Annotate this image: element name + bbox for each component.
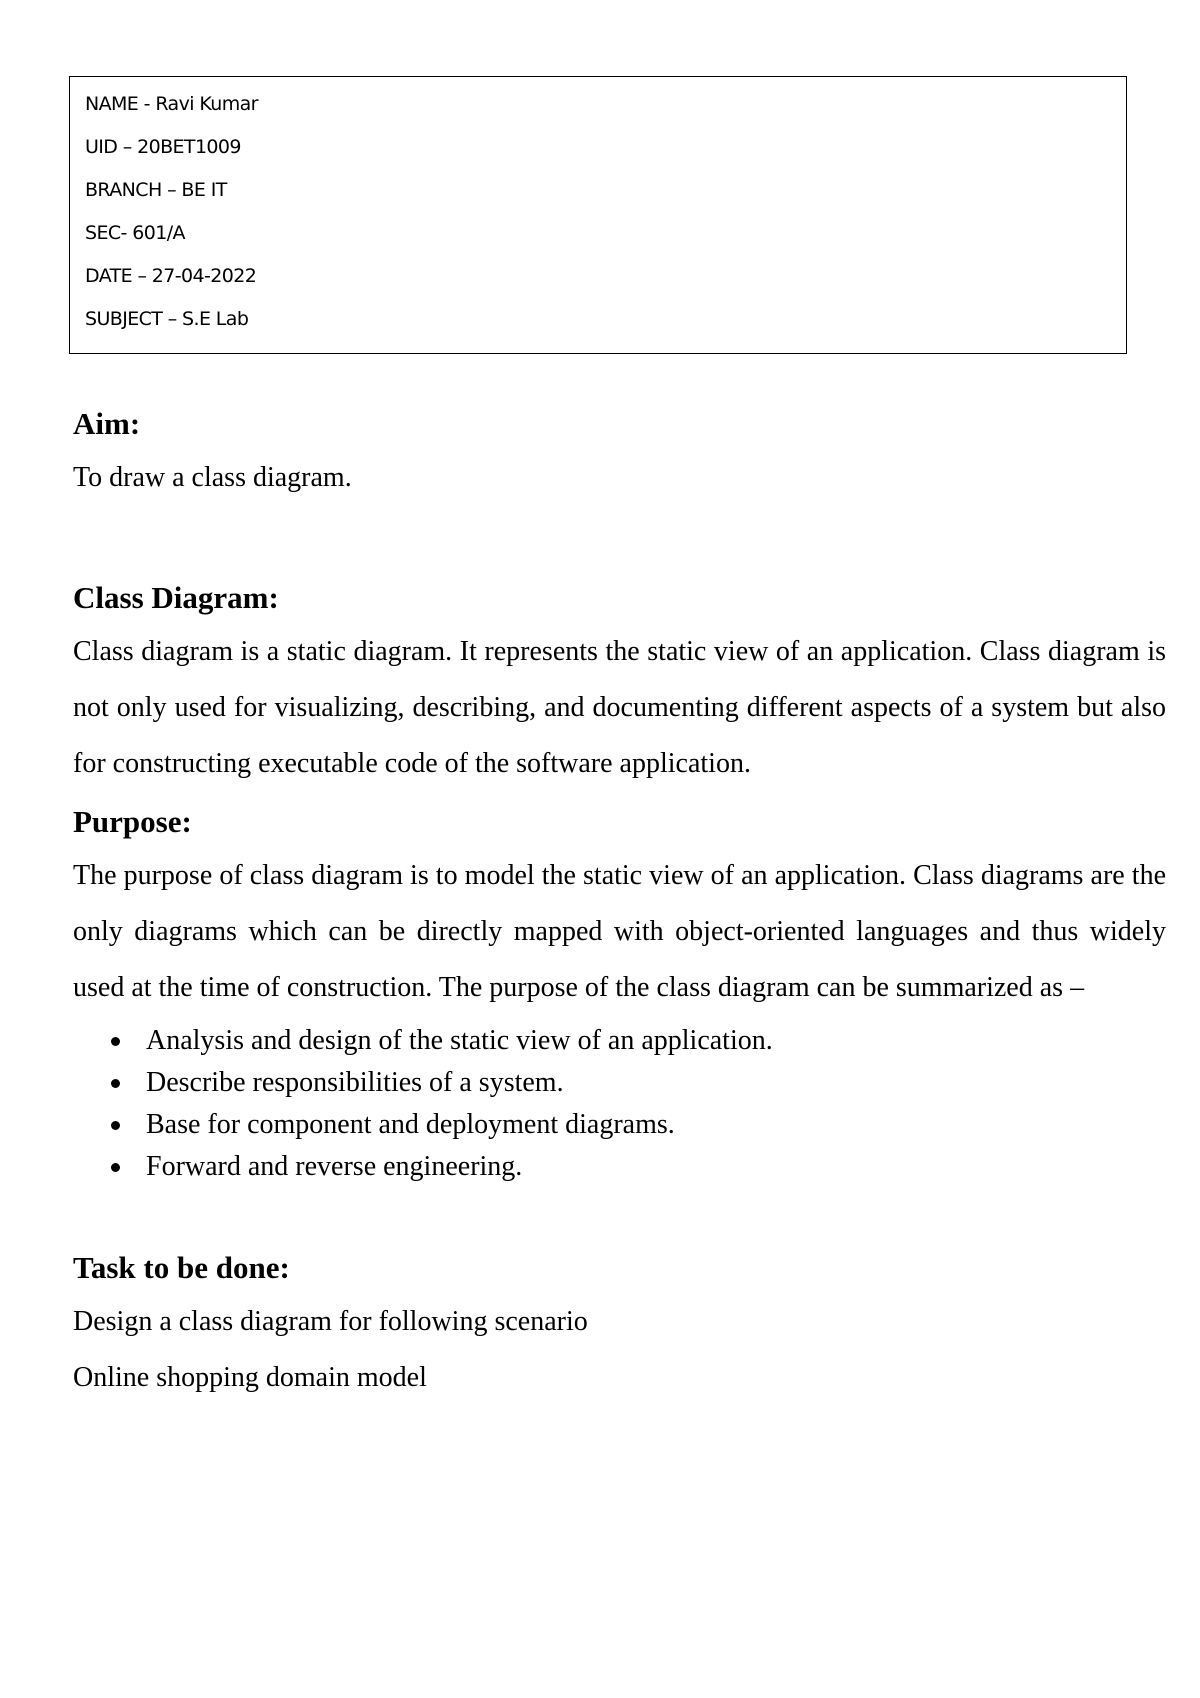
bullet-icon (111, 1121, 120, 1130)
task-line-1: Design a class diagram for following scenario (73, 1306, 588, 1337)
purpose-heading: Purpose: (73, 804, 192, 839)
class-diagram-heading: Class Diagram: (73, 580, 279, 615)
list-item (111, 1020, 1166, 1062)
aim-section (73, 398, 1166, 506)
list-item-text: Describe responsibilities of a system. (146, 1067, 564, 1098)
aim-text: To draw a class diagram. (73, 462, 352, 493)
class-diagram-text: Class diagram is a static diagram. It represents the static view of an application. Class diagram is not only used for visualizing, describing, and documenting different aspects of a system but also for constructing executable code of the software application. (73, 636, 1166, 779)
aim-heading: Aim: (73, 406, 141, 441)
bullet-icon (111, 1037, 120, 1046)
task-heading: Task to be done: (73, 1250, 290, 1285)
task-line-2: Online shopping domain model (73, 1362, 427, 1393)
student-branch: BRANCH – BE IT (85, 179, 227, 201)
list-item-text: Base for component and deployment diagrams. (146, 1109, 675, 1140)
class-diagram-section (73, 572, 1166, 792)
purpose-bullet-list (73, 1020, 1166, 1188)
list-item-text: Forward and reverse engineering. (146, 1151, 523, 1182)
task-section (73, 1242, 1166, 1406)
list-item-text: Analysis and design of the static view of an application. (146, 1025, 773, 1056)
subject-name: SUBJECT – S.E Lab (85, 308, 249, 330)
purpose-section (73, 796, 1166, 1188)
list-item (111, 1062, 1166, 1104)
list-item (111, 1104, 1166, 1146)
submission-date: DATE – 27-04-2022 (85, 265, 257, 287)
document-body (73, 398, 1166, 1406)
bullet-icon (111, 1163, 120, 1172)
list-item (111, 1146, 1166, 1188)
purpose-text: The purpose of class diagram is to model the static view of an application. Class diagrams are the only diagrams which can be directly mapped with object-oriented languages and thus widely used at the time of construction. The purpose of the class diagram can be summarized as – (73, 860, 1166, 1003)
student-name: NAME - Ravi Kumar (85, 93, 258, 115)
student-section: SEC- 601/A (85, 222, 185, 244)
bullet-icon (111, 1079, 120, 1088)
student-uid: UID – 20BET1009 (85, 136, 241, 158)
student-info-box (69, 76, 1127, 354)
